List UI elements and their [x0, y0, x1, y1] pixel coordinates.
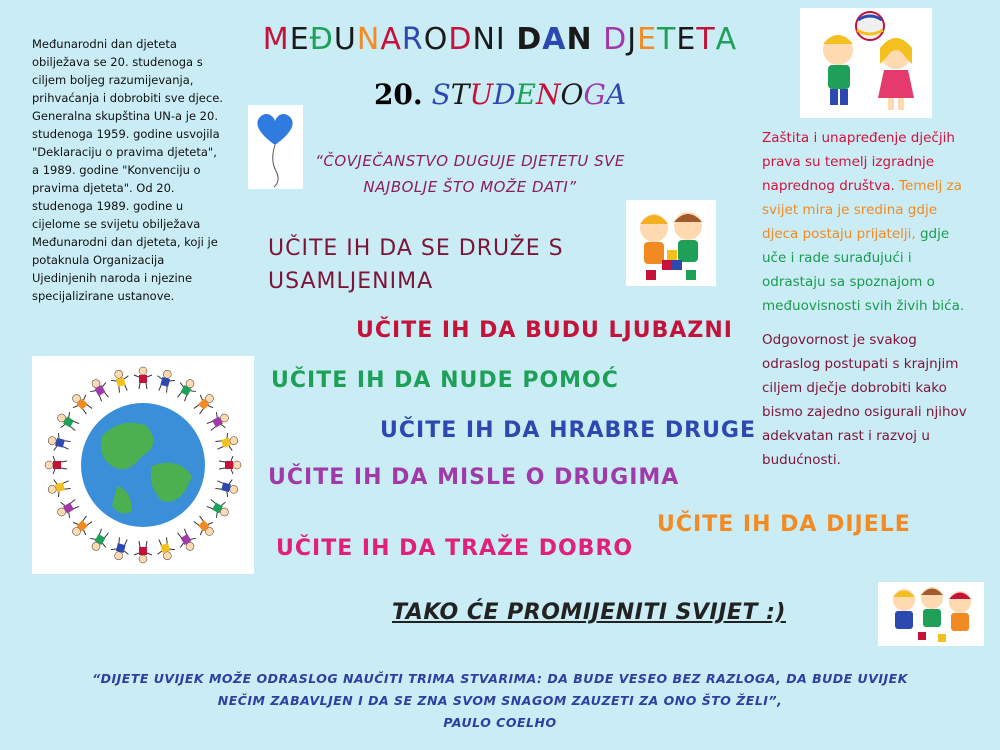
intro-line: studenoga 1989. godine u: [32, 199, 184, 213]
globe-with-children-image: [32, 356, 254, 574]
child-figure: [214, 431, 240, 454]
children-with-ball-image: [800, 8, 932, 118]
intro-line: Generalna skupština UN-a je 20.: [32, 109, 218, 123]
title-letter: A: [542, 22, 567, 57]
child-figure: [46, 476, 72, 499]
title-letter: I: [495, 22, 506, 57]
coelho-quote-line1: “DIJETE UVIJEK MOŽE ODRASLOG NAUČITI TRIMA STVARIMA: DA BUDE VESEO BEZ RAZLOGA, DA BUDE UVIJEK: [92, 671, 908, 686]
subtitle-letter: N: [535, 78, 561, 111]
subtitle-letter: D: [493, 78, 516, 111]
title-letter: D: [603, 22, 628, 57]
date-number: 20.: [373, 78, 423, 111]
title-letter: A: [715, 22, 738, 57]
title-letter: E: [289, 22, 310, 57]
title-letter: E: [637, 22, 658, 57]
child-figure: [204, 495, 232, 522]
child-figure: [67, 512, 95, 540]
child-figure: [219, 456, 241, 474]
intro-line: cijelome se svijetu obilježava: [32, 217, 201, 231]
child-figure: [204, 408, 232, 435]
title-letter: E: [676, 22, 697, 57]
page-title: [230, 22, 770, 57]
rights-text: Zaštita i unapređenje dječjih prava su temelj izgradnje naprednog društva.: [762, 130, 955, 194]
title-letter: T: [696, 22, 716, 57]
center-quote-line2: NAJBOLJE ŠTO MOŽE DATI”: [363, 178, 577, 196]
intro-line: prihvaćanja i dobrobiti sve djece.: [32, 91, 223, 105]
intro-line: Ujedinjenih naroda i njezine: [32, 271, 193, 285]
intro-line: studenoga 1959. godine usvojila: [32, 127, 220, 141]
child-figure: [173, 376, 200, 404]
intro-line: "Deklaraciju o pravima djeteta",: [32, 145, 217, 159]
title-letter: J: [627, 22, 638, 57]
child-figure: [134, 541, 152, 563]
title-letter: D: [516, 22, 543, 57]
cooperation-text: dje uče i rade surađujući i odrastaju sa spoznajom o međuovisnosti svih živih bića.: [762, 226, 965, 314]
teach-line-lonely: UČITE IH DA SE DRUŽE S USAMLJENIMA: [268, 236, 564, 294]
teach-line-encourage: UČITE IH DA HRABRE DRUGE: [380, 418, 757, 443]
children-playing-blocks-image: [626, 200, 716, 286]
subtitle-letter: U: [469, 78, 494, 111]
heart-balloon-image: [248, 105, 303, 189]
subtitle-letter: A: [605, 78, 627, 111]
child-figure: [46, 431, 72, 454]
subtitle-letter: O: [560, 78, 584, 111]
center-quote-line1: “ČOVJEČANSTVO DUGUJE DJETETU SVE: [315, 152, 625, 170]
children-group-image: [878, 582, 984, 646]
intro-line: ciljem boljeg razumijevanja,: [32, 73, 194, 87]
intro-line: specijalizirane ustanove.: [32, 289, 175, 303]
teach-line-kind: UČITE IH DA BUDU LJUBAZNI: [356, 318, 733, 343]
child-figure: [109, 368, 132, 394]
title-letter: N: [472, 22, 496, 57]
center-quote: [300, 148, 640, 200]
intro-line: pravima djeteta". Od 20.: [32, 181, 175, 195]
quote-author: PAULO COELHO: [443, 715, 557, 730]
subtitle-letter: S: [431, 78, 451, 111]
subtitle-letter: G: [583, 78, 606, 111]
intro-line: a 1989. godine "Konvenciju o: [32, 163, 201, 177]
child-figure: [154, 536, 177, 562]
title-letter: M: [262, 22, 290, 57]
title-letter: O: [423, 22, 449, 57]
title-letter: T: [657, 22, 677, 57]
child-figure: [173, 526, 200, 554]
child-figure: [86, 526, 113, 554]
intro-line: Međunarodni dan djeteta, koji je: [32, 235, 218, 249]
title-letter: [593, 22, 604, 57]
teach-line-others: UČITE IH DA MISLE O DRUGIMA: [268, 465, 680, 490]
title-letter: [506, 22, 517, 57]
title-letter: U: [333, 22, 357, 57]
teach-line-help: UČITE IH DA NUDE POMOĆ: [271, 368, 619, 393]
cooperation-text-g: g: [919, 226, 929, 242]
title-letter: N: [356, 22, 381, 57]
child-figure: [45, 456, 67, 474]
page-subtitle: [330, 78, 670, 111]
coelho-quote: [40, 668, 960, 734]
title-letter: A: [380, 22, 402, 57]
teach-line-good: UČITE IH DA TRAŽE DOBRO: [276, 536, 634, 561]
subtitle-letter: T: [450, 78, 470, 111]
responsibility-text: Odgovornost je svakog odraslog postupati s krajnjim ciljem dječje dobrobiti kako bismo zajedno osigurali njihov adekvatan rast i razvoj u budućnosti.: [762, 332, 967, 468]
child-figure: [190, 389, 218, 417]
child-figure: [134, 367, 152, 389]
change-world-line: TAKO ĆE PROMIJENITI SVIJET :): [392, 600, 786, 625]
date-month: [432, 78, 626, 111]
intro-paragraph: [32, 35, 232, 305]
peace-text: Temelj za svijet mira je sredina gdje djeca postaju prijatelji,: [762, 178, 962, 242]
child-figure: [190, 512, 218, 540]
child-figure: [86, 376, 113, 404]
child-figure: [109, 536, 132, 562]
title-letter: N: [566, 22, 593, 57]
coelho-quote-line2: NEČIM ZABAVLJEN I DA SE ZNA SVOM SNAGOM ZAUZETI ZA ONO ŠTO ŽELI”,: [217, 693, 783, 708]
child-figure: [54, 408, 82, 435]
right-paragraphs: [762, 126, 972, 472]
child-figure: [67, 389, 95, 417]
child-figure: [154, 368, 177, 394]
intro-line: obilježava se 20. studenoga s: [32, 55, 203, 69]
teach-line-share: UČITE IH DA DIJELE: [657, 512, 911, 537]
title-letter: R: [401, 22, 424, 57]
subtitle-letter: E: [515, 78, 536, 111]
intro-line: potaknula Organizacija: [32, 253, 165, 267]
child-figure: [214, 476, 240, 499]
child-figure: [54, 495, 82, 522]
intro-line: Međunarodni dan djeteta: [32, 37, 177, 51]
title-letter: D: [448, 22, 473, 57]
title-letter: Đ: [309, 22, 334, 57]
